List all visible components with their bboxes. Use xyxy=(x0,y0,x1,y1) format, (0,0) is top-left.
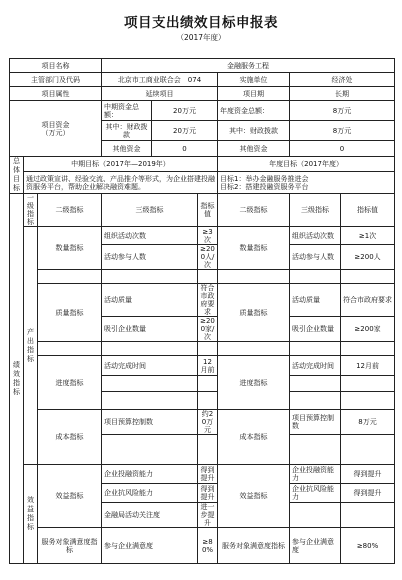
attr-label: 项目属性 xyxy=(10,87,102,101)
effect-label-mid: 效益指标 xyxy=(38,465,102,528)
indicator-value: ≥200人 xyxy=(341,245,395,270)
indicator-name: 项目预算控制数 xyxy=(290,410,341,435)
progress-label-year: 进度指标 xyxy=(218,356,290,410)
col-value-mid: 指标值 xyxy=(198,194,218,227)
period-label: 项目期 xyxy=(218,87,290,101)
progress-label-mid: 进度指标 xyxy=(38,356,102,410)
funds-label: 项目资金 （万元） xyxy=(10,101,102,157)
table-row xyxy=(10,356,395,376)
col-level1: 一级指标 xyxy=(24,194,38,227)
satisfaction-label-year: 服务对象满意度指标 xyxy=(218,528,290,564)
table-row xyxy=(10,410,395,435)
indicator-name: 项目预算控制数 xyxy=(102,410,198,435)
col-level2-year: 二级指标 xyxy=(218,194,290,227)
quantity-label-year: 数量指标 xyxy=(218,227,290,270)
unit-label: 实施单位 xyxy=(218,73,290,87)
year-note: （2017年度） xyxy=(176,33,226,42)
col-level2-mid: 二级指标 xyxy=(38,194,102,227)
dept-label: 主管部门及代码 xyxy=(10,73,102,87)
indicator-name: 活动质量 xyxy=(290,284,341,317)
table-row xyxy=(10,227,395,245)
declaration-form xyxy=(9,58,395,564)
row-goals-text xyxy=(10,172,395,194)
indicator-value: ≥80% xyxy=(198,528,218,564)
indicator-value: 得到提升 xyxy=(198,484,218,503)
indicator-value: 得到提升 xyxy=(198,465,218,484)
effect-label-year: 效益指标 xyxy=(218,465,290,528)
project-name-label: 项目名称 xyxy=(10,59,102,73)
indicator-value: ≥200人/次 xyxy=(198,245,218,270)
cost-label-mid: 成本指标 xyxy=(38,410,102,465)
indicator-name: 活动参与人数 xyxy=(102,245,198,270)
table-row xyxy=(10,465,395,484)
col-level3-mid: 三级指标 xyxy=(102,194,198,227)
col-level3-year: 三级指标 xyxy=(290,194,341,227)
table-row xyxy=(10,284,395,317)
indicator-value: 得到提升 xyxy=(341,465,395,484)
indicator-value: 符合市政府要求 xyxy=(341,284,395,317)
indicator-name: 金融局活动关注度 xyxy=(102,503,198,528)
indicator-value: 12月前 xyxy=(341,356,395,376)
mid-total-value: 20万元 xyxy=(152,101,218,121)
year-fiscal-value: 8万元 xyxy=(290,121,395,141)
indicator-name: 活动参与人数 xyxy=(290,245,341,270)
indicator-name: 组织活动次数 xyxy=(290,227,341,245)
dept-value: 北京市工商业联合会 074 xyxy=(102,73,218,87)
year-goal-header: 年度目标（2017年度） xyxy=(218,157,395,172)
indicator-value: ≥80% xyxy=(341,528,395,564)
mid-other-value: 0 xyxy=(152,141,218,157)
indicator-value: 进一步提升 xyxy=(198,503,218,528)
unit-value: 经济处 xyxy=(290,73,395,87)
row-department xyxy=(10,73,395,87)
year-other-value: 0 xyxy=(290,141,395,157)
indicator-value: 约20万元 xyxy=(198,410,218,435)
output-indicator-label: 产出指标 xyxy=(24,227,38,465)
satisfaction-label-mid: 服务对象满意度指标 xyxy=(38,528,102,564)
mid-fiscal-label: 其中：财政拨款 xyxy=(102,121,152,141)
table-row-spacer xyxy=(10,270,395,284)
indicator-name: 企业抗风险能力 xyxy=(102,484,198,503)
quality-label-mid: 质量指标 xyxy=(38,284,102,342)
indicator-name: 活动完成时间 xyxy=(290,356,341,376)
period-value: 长期 xyxy=(290,87,395,101)
effect-indicator-label: 效益指标 xyxy=(24,465,38,564)
quantity-label-mid: 数量指标 xyxy=(38,227,102,270)
row-attribute xyxy=(10,87,395,101)
indicator-value: 得到提升 xyxy=(341,484,395,503)
mid-total-label: 中期资金总额： xyxy=(102,101,152,121)
year-other-label: 其他资金 xyxy=(218,141,290,157)
indicator-name: 参与企业满意度 xyxy=(290,528,341,564)
indicator-value: ≥200家 xyxy=(341,317,395,342)
indicator-value xyxy=(341,503,395,528)
table-row-spacer xyxy=(10,342,395,356)
indicator-name: 企业抗风险能力 xyxy=(290,484,341,503)
year-total-value: 8万元 xyxy=(290,101,395,121)
quality-label-year: 质量指标 xyxy=(218,284,290,342)
row-goals-header xyxy=(10,157,395,172)
goals-label: 总体目标 xyxy=(10,157,24,194)
page-title: 项目支出绩效目标申报表 xyxy=(124,15,278,31)
attr-value: 延续项目 xyxy=(102,87,218,101)
indicator-name xyxy=(290,503,341,528)
indicator-name: 活动完成时间 xyxy=(102,356,198,376)
indicator-name: 吸引企业数量 xyxy=(102,317,198,342)
mid-goal-text: 通过政策宣讲、经验交流、产品推介等形式，为企业搭建投融资服务平台，帮助企业解决融资难题。 xyxy=(24,172,218,194)
mid-other-label: 其他资金 xyxy=(102,141,152,157)
indicator-value: 12月前 xyxy=(198,356,218,376)
year-fiscal-label: 其中：财政拨款 xyxy=(218,121,290,141)
indicator-name: 企业投融资能力 xyxy=(102,465,198,484)
mid-goal-header: 中期目标（2017年—2019年） xyxy=(24,157,218,172)
row-funds-total xyxy=(10,101,395,121)
indicator-value: ≥1次 xyxy=(341,227,395,245)
year-goal-text: 目标1：举办金融服务推进会 目标2：搭建投融资服务平台 xyxy=(218,172,395,194)
indicator-value: ≥3次 xyxy=(198,227,218,245)
row-project-name xyxy=(10,59,395,73)
mid-fiscal-value: 20万元 xyxy=(152,121,218,141)
row-indicator-header xyxy=(10,194,395,227)
indicator-value: 8万元 xyxy=(341,410,395,435)
cost-label-year: 成本指标 xyxy=(218,410,290,465)
year-total-label: 年度资金总额： xyxy=(218,101,290,121)
indicator-name: 参与企业满意度 xyxy=(102,528,198,564)
indicator-name: 企业投融资能力 xyxy=(290,465,341,484)
indicator-name: 活动质量 xyxy=(102,284,198,317)
indicator-name: 组织活动次数 xyxy=(102,227,198,245)
col-value-year: 指标值 xyxy=(341,194,395,227)
indicator-name: 吸引企业数量 xyxy=(290,317,341,342)
indicators-label: 绩效指标 xyxy=(10,194,24,564)
indicator-value: ≥200家/次 xyxy=(198,317,218,342)
table-row xyxy=(10,528,395,564)
indicator-value: 符合市政府要求 xyxy=(198,284,218,317)
project-name-value: 金融服务工程 xyxy=(102,59,395,73)
